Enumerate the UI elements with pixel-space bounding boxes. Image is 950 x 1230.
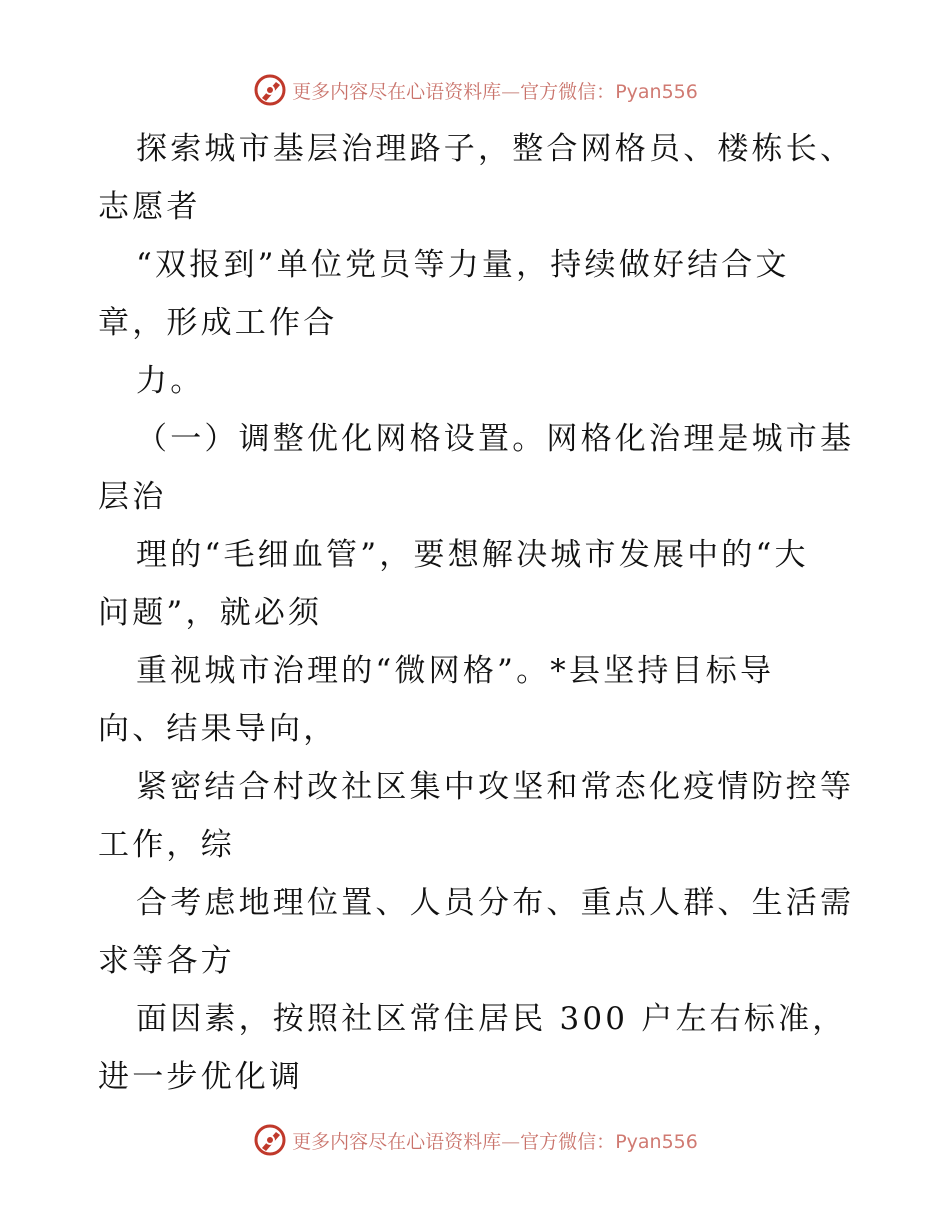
document-line: 探索城市基层治理路子，整合网格员、楼栋长、 <box>136 131 855 167</box>
footer-watermark-banner <box>0 1120 950 1160</box>
pen-logo-icon <box>252 72 288 108</box>
document-line: 面因素，按照社区常住居民 300 户左右标准， <box>136 1001 847 1037</box>
document-line: 向、结果导向， <box>98 711 338 747</box>
document-line: 问题”，就必须 <box>98 595 323 631</box>
document-line: 进一步优化调 <box>98 1059 304 1095</box>
document-line: （一）调整优化网格设置。网格化治理是城市基 <box>136 421 855 457</box>
document-line: 章，形成工作合 <box>98 305 338 341</box>
document-body <box>98 120 858 1106</box>
header-banner-text <box>292 77 698 104</box>
footer-banner-text <box>292 1127 698 1154</box>
document-line: 紧密结合村改社区集中攻坚和常态化疫情防控等 <box>136 769 855 805</box>
document-line: 力。 <box>136 363 205 399</box>
header-banner-official: 官方微信： <box>520 80 616 103</box>
document-line: 重视城市治理的“微网格”。*县坚持目标导 <box>136 653 775 689</box>
header-watermark-banner <box>0 70 950 110</box>
footer-banner-wechat-id: Pyan556 <box>615 1130 698 1153</box>
header-banner-wechat-id: Pyan556 <box>615 80 698 103</box>
header-banner-brand: 更多内容尽在心语资料库 <box>292 80 502 103</box>
document-line: 理的“毛细血管”，要想解决城市发展中的“大 <box>136 537 809 573</box>
pen-logo-icon <box>252 1122 288 1158</box>
document-line: “双报到”单位党员等力量，持续做好结合文 <box>136 247 790 283</box>
document-line: 工作，综 <box>98 827 235 863</box>
document-line: 志愿者 <box>98 189 201 225</box>
document-line: 合考虑地理位置、人员分布、重点人群、生活需 <box>136 885 855 921</box>
footer-banner-separator: — <box>501 1130 521 1153</box>
footer-banner-brand: 更多内容尽在心语资料库 <box>292 1130 502 1153</box>
footer-banner-official: 官方微信： <box>520 1130 616 1153</box>
header-banner-separator: — <box>501 80 521 103</box>
document-line: 求等各方 <box>98 943 235 979</box>
document-line: 层治 <box>98 479 167 515</box>
